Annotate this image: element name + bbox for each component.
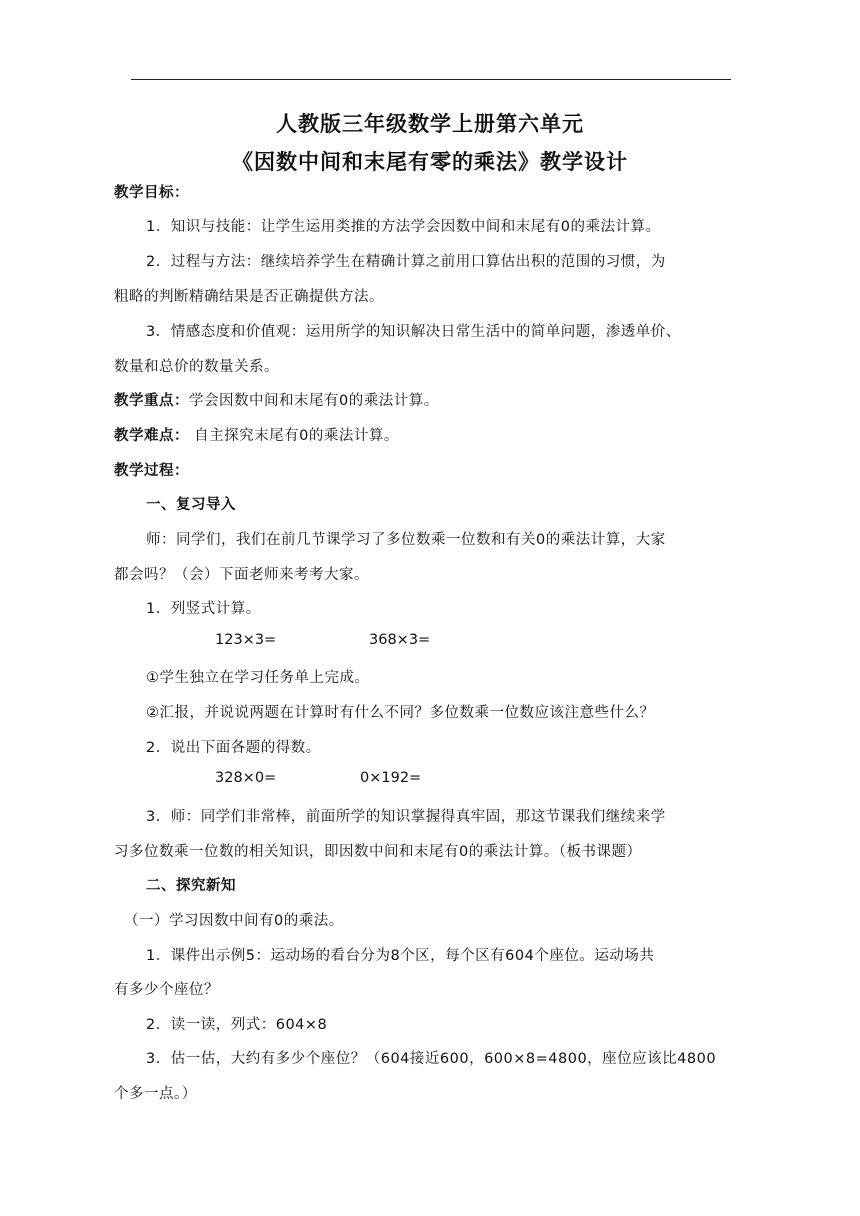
item-3-line-2: 习多位数乘一位数的相关知识，即因数中间和末尾有0的乘法计算。（板书课题） (114, 844, 642, 860)
step-2: ②汇报，并说说两题在计算时有什么不同？多位数乘一位数应该注意些什么？ (146, 705, 655, 721)
calc-2b: 0×192= (360, 770, 422, 786)
objective-3-line-1: 3．情感态度和价值观：运用所学的知识解决日常生活中的简单问题，渗透单价、 (146, 324, 681, 340)
example-1-line-1: 1．课件出示例5：运动场的看台分为8个区，每个区有604个座位。运动场共 (146, 948, 655, 964)
example-3-line-2: 个多一点。） (114, 1086, 197, 1102)
header-rule (131, 79, 731, 80)
subsection-1: （一）学习因数中间有0的乘法。 (124, 913, 344, 929)
key-text: 学会因数中间和末尾有0的乘法计算。 (189, 393, 439, 409)
key-label: 教学重点： (114, 393, 189, 409)
calc-1b: 368×3= (369, 632, 431, 648)
item-2: 2．说出下面各题的得数。 (146, 740, 321, 756)
section-2-heading: 二、探究新知 (146, 878, 236, 894)
title-line-2: 《因数中间和末尾有零的乘法》教学设计 (232, 149, 628, 174)
difficulty-label: 教学难点： (114, 428, 189, 444)
difficulty-text: 自主探究末尾有0的乘法计算。 (189, 428, 399, 444)
step-1: ①学生独立在学习任务单上完成。 (146, 670, 370, 686)
calc-1a: 123×3= (215, 632, 277, 648)
objective-2-line-1: 2．过程与方法：继续培养学生在精确计算之前用口算估出积的范围的习惯，为 (146, 254, 666, 270)
objective-1: 1．知识与技能：让学生运用类推的方法学会因数中间和末尾有0的乘法计算。 (146, 219, 661, 235)
example-1-line-2: 有多少个座位？ (114, 982, 219, 998)
objectives-heading: 教学目标： (114, 185, 189, 201)
title-line-1: 人教版三年级数学上册第六单元 (276, 111, 584, 136)
key-point (114, 389, 439, 410)
process-heading: 教学过程： (114, 463, 189, 479)
section-1-heading: 一、复习导入 (146, 497, 236, 513)
item-1: 1．列竖式计算。 (146, 601, 261, 617)
paragraph-1-line-1: 师：同学们，我们在前几节课学习了多位数乘一位数和有关0的乘法计算，大家 (146, 532, 666, 548)
objective-2-line-2: 粗略的判断精确结果是否正确提供方法。 (114, 289, 384, 305)
example-3-line-1: 3．估一估，大约有多少个座位？（604接近600，600×8=4800，座位应该比4800 (146, 1051, 717, 1067)
objective-3-line-2: 数量和总价的数量关系。 (114, 359, 279, 375)
example-2: 2．读一读，列式：604×8 (146, 1017, 328, 1033)
calc-2a: 328×0= (215, 770, 277, 786)
paragraph-1-line-2: 都会吗？（会）下面老师来考考大家。 (114, 567, 369, 583)
item-3-line-1: 3．师：同学们非常棒，前面所学的知识掌握得真牢固，那这节课我们继续来学 (146, 809, 666, 825)
difficulty-point (114, 424, 399, 445)
